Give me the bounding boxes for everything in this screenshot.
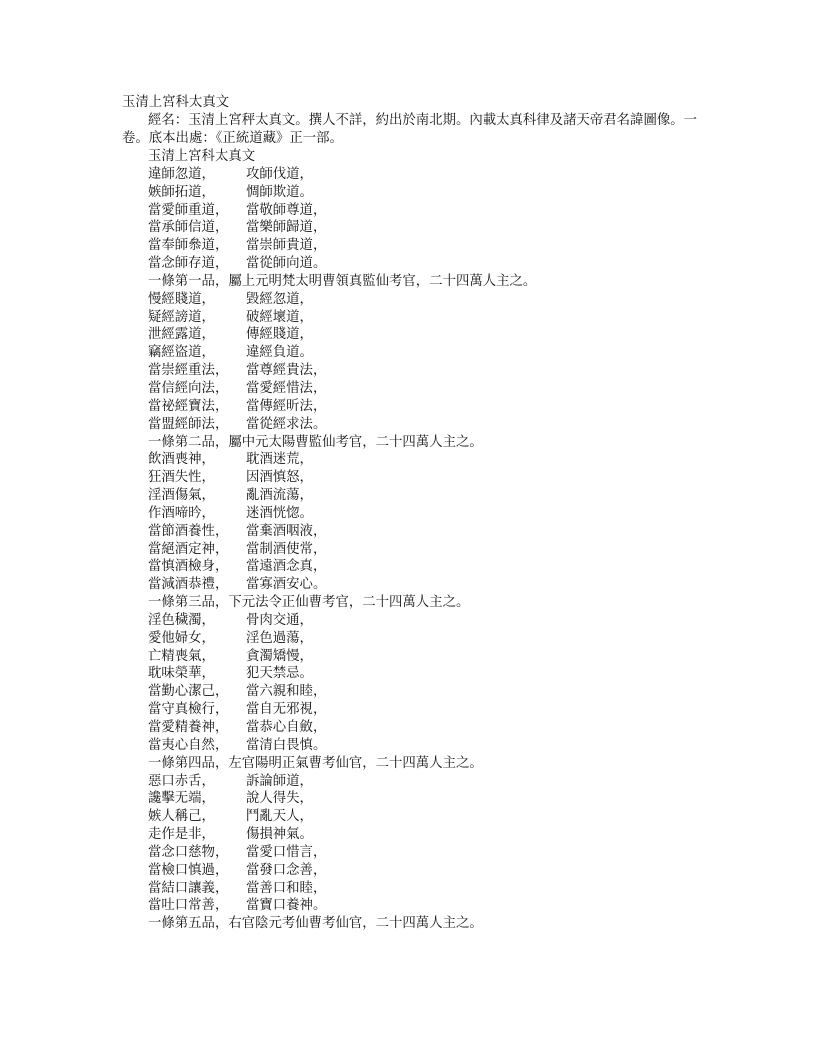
verse-line [148,576,768,594]
line-text-first: 當吐口常善， [148,898,229,914]
line-text-first: 一條第一品，屬上元明梵太明曹領真監仙考官，二十四萬人主之。 [148,273,537,289]
line-text-second: 說人得失， [246,791,313,807]
verse-line [148,184,768,202]
verse-line [148,398,768,416]
verse-line [148,237,768,255]
line-text-second: 當敬師尊道， [246,202,327,218]
line-text-first: 嫉人稱己， [148,809,215,825]
verse-line [148,773,768,791]
line-text-first: 當結口讓義， [148,880,229,896]
line-text-first: 當念口慈物， [148,844,229,860]
line-text-second: 當傳經昕法， [246,398,327,414]
verse-line [148,683,768,701]
line-text-first: 耽味榮華， [148,666,215,682]
verse-line [148,826,768,844]
verse-line [148,202,768,220]
line-text-second: 當從師向道。 [246,256,327,272]
line-text-first: 疑經謗道， [148,309,215,325]
line-text-second: 當遠酒念真， [246,559,327,575]
line-text-second: 貪濁矯慢， [246,648,313,664]
line-text-second: 當寡酒安心。 [246,577,327,593]
line-text-first: 當慎酒檢身， [148,559,229,575]
verse-line [148,487,768,505]
line-text-second: 傳經賤道， [246,327,313,343]
text-body [148,148,768,933]
line-text-first: 當崇經重法， [148,363,229,379]
line-text-first: 違師忽道， [148,166,215,182]
verse-line [148,648,768,666]
heading-line [148,915,768,933]
verse-line [148,862,768,880]
line-text-first: 淫色穢濁， [148,612,215,628]
line-text-first: 當守真檢行， [148,702,229,718]
line-text-first: 當絕酒定神， [148,541,229,557]
line-text-first: 當節酒養性， [148,523,229,539]
verse-line [148,541,768,559]
line-text-first: 一條第五品，右官陰元考仙曹考仙官，二十四萬人主之。 [148,916,483,932]
line-text-first: 當祕經寶法， [148,398,229,414]
line-text-second: 惆師欺道。 [246,184,313,200]
verse-line [148,790,768,808]
document-title: 玉清上宮科太真文 [122,95,230,110]
line-text-first: 一條第二品，屬中元太陽曹監仙考官，二十四萬人主之。 [148,434,483,450]
verse-line [148,808,768,826]
verse-line [148,362,768,380]
line-text-first: 愛他婦女， [148,630,215,646]
verse-line [148,166,768,184]
line-text-second: 當六親和睦， [246,684,327,700]
verse-line [148,326,768,344]
verse-line [148,380,768,398]
line-text-second: 違經負道。 [246,345,313,361]
line-text-first: 當減酒恭禮， [148,577,229,593]
line-text-second: 當制酒使常， [246,541,327,557]
document-meta: 經名：玉清上宮秤太真文。撰人不詳，約出於南北期。內載太真科律及諸天帝君名諱圖像。一卷。底本出處：《正統道藏》正一部。 [122,113,698,146]
line-text-second: 毀經忽道， [246,291,313,307]
line-text-second: 當寶口養神。 [246,898,327,914]
verse-line [148,612,768,630]
line-text-first: 當愛師重道， [148,202,229,218]
line-text-first: 竊經盜道， [148,345,215,361]
line-text-first: 當念師存道， [148,256,229,272]
verse-line [148,255,768,273]
line-text-second: 當清白畏慎。 [246,737,327,753]
verse-line [148,469,768,487]
line-text-second: 當愛經惜法， [246,380,327,396]
line-text-first: 當承師信道， [148,220,229,236]
verse-line [148,344,768,362]
heading-line [148,148,768,166]
line-text-second: 傷損神氣。 [246,827,313,843]
line-text-first: 作酒啼昑， [148,505,215,521]
verse-line [148,897,768,915]
line-text-second: 耽酒迷荒， [246,452,313,468]
line-text-first: 當盟經師法， [148,416,229,432]
line-text-second: 當崇師貴道， [246,238,327,254]
line-text-first: 當信經向法， [148,380,229,396]
line-text-second: 當愛口惜言， [246,844,327,860]
line-text-first: 玉清上宮科太真文 [148,149,256,164]
line-text-second: 當恭心自斂， [246,720,327,735]
line-text-second: 當從經求法。 [246,416,327,432]
line-text-first: 慢經賤道， [148,291,215,307]
line-text-first: 飲酒喪神， [148,452,215,468]
line-text-second: 因酒慎怒， [246,470,313,486]
line-text-first: 走作是非， [148,827,215,843]
heading-line [148,434,768,452]
verse-line [148,219,768,237]
verse-line [148,309,768,327]
line-text-second: 訴論師道， [246,773,313,789]
verse-line [148,451,768,469]
heading-line [148,594,768,612]
verse-line [148,505,768,523]
verse-line [148,844,768,862]
line-text-second: 當善口和睦， [246,880,327,896]
line-text-first: 當奉師叅道， [148,238,229,254]
verse-line [148,523,768,541]
line-text-first: 泄經露道， [148,327,215,343]
line-text-first: 亡精喪氣， [148,648,215,664]
verse-line [148,630,768,648]
line-text-first: 一條第四品，左官陽明正氣曹考仙官，二十四萬人主之。 [148,755,483,771]
line-text-second: 當棄酒咽液， [246,523,327,539]
line-text-second: 犯天禁忌。 [246,666,313,682]
line-text-second: 鬥亂天人， [246,809,313,825]
line-text-first: 當勤心潔己， [148,684,229,700]
heading-line [148,755,768,773]
line-text-first: 當檢口慎過， [148,862,229,878]
line-text-second: 淫色過蕩， [246,630,313,646]
line-text-second: 當發口念善， [246,862,327,878]
line-text-second: 當自无邪視， [246,702,327,718]
verse-line [148,291,768,309]
line-text-second: 迷酒恍惚。 [246,505,313,521]
line-text-second: 破經壞道， [246,309,313,325]
line-text-second: 亂酒流蕩， [246,488,313,504]
line-text-second: 骨肉交通， [246,612,313,628]
line-text-first: 嫉師拓道， [148,184,215,200]
line-text-first: 當愛精養神， [148,720,229,735]
verse-line [148,719,768,737]
line-text-first: 當夷心自然， [148,737,229,753]
line-text-second: 攻師伐道， [246,166,313,182]
heading-line [148,273,768,291]
line-text-second: 當樂師歸道， [246,220,327,236]
line-text-first: 惡口赤舌， [148,773,215,789]
line-text-first: 一條第三品，下元法令正仙曹考官，二十四萬人主之。 [148,595,470,611]
line-text-first: 讒擊无端， [148,791,215,807]
verse-line [148,737,768,755]
verse-line [148,880,768,898]
verse-line [148,416,768,434]
line-text-second: 當尊經貴法， [246,363,327,379]
line-text-first: 狂酒失性， [148,470,215,486]
verse-line [148,558,768,576]
line-text-first: 淫酒傷氣， [148,488,215,504]
verse-line [148,665,768,683]
verse-line [148,701,768,719]
